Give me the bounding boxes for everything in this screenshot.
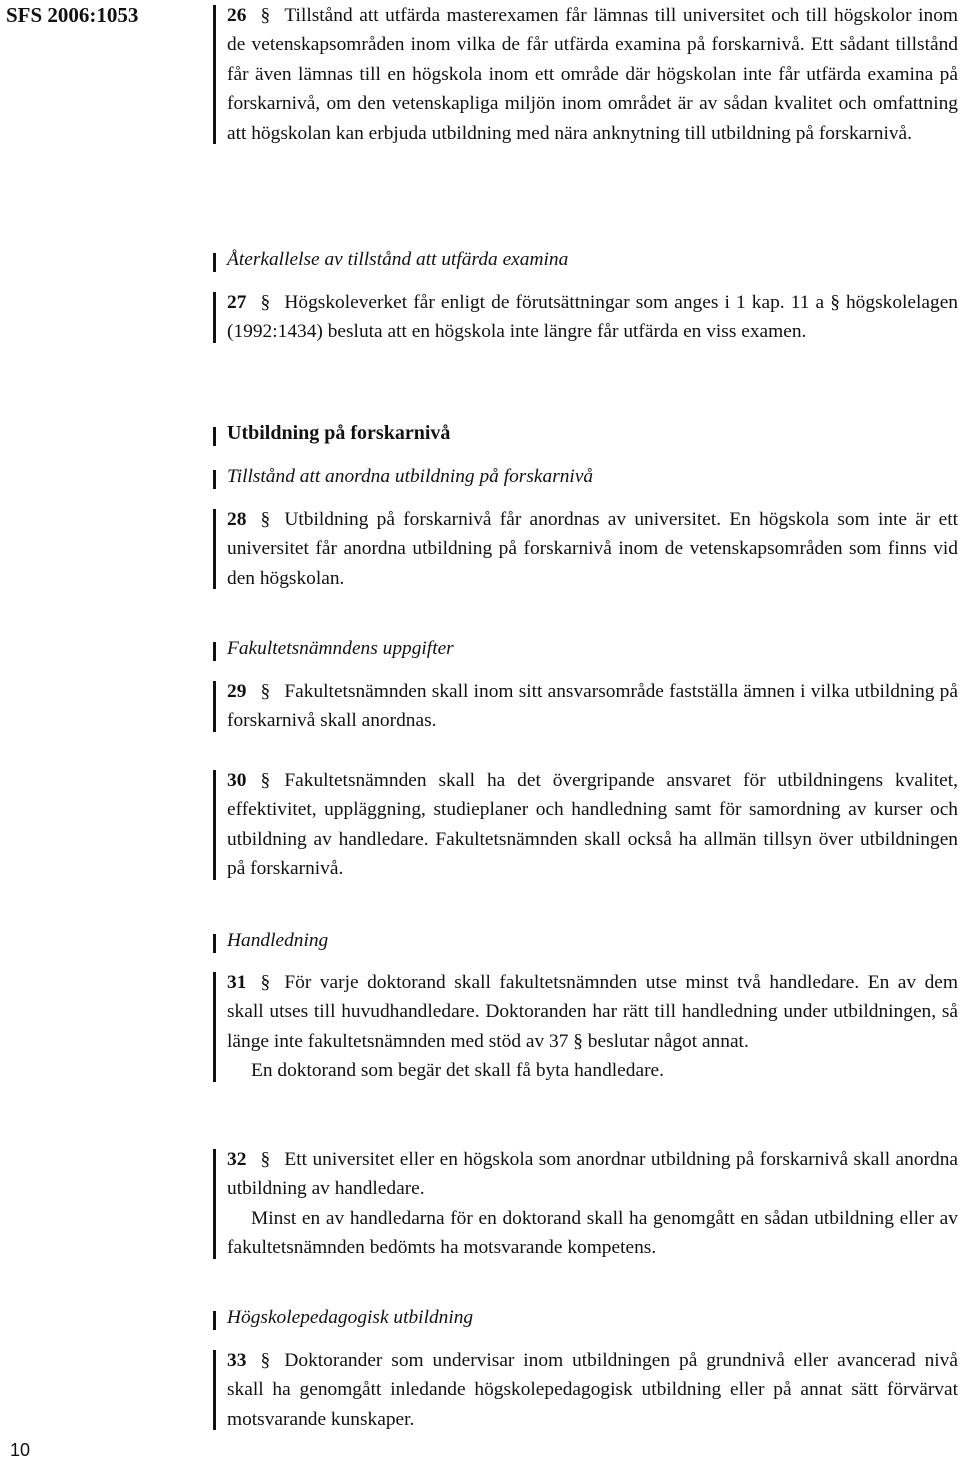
section-text: Utbildning på forskarnivå får anordnas av universitet. En högskola som inte är ett universitet får anordna utbildning på forskarnivå inom de vetenskapsområden som finns vid den högskolan. [227,509,958,589]
section-number: 28 [227,509,247,530]
heading-text: Utbildning på forskarnivå [227,422,451,444]
section-sign: § [260,1149,271,1170]
section-text: För varje doktorand skall fakultetsnämnden utse minst två handledare. En av dem skall utses till huvudhandledare. Doktoranden har rätt till handledning under utbildningen, så länge inte fakultetsnämnden med stöd av 37 § beslutar något annat. [227,972,958,1052]
section-sign: § [260,681,271,702]
subheading-hogskolepedagogisk [227,1303,958,1332]
paragraph-28 [227,505,958,593]
section-text: Fakultetsnämnden skall ha det övergripande ansvaret för utbildningens kvalitet, effektivitet, uppläggning, studieplaner och handledning samt för samordning av kurser och utbildning av handledare. Fakultetsnämnden skall också ha allmän tillsyn över utbildningen på forskarnivå. [227,770,958,880]
section-number: 30 [227,770,247,791]
section-sign: § [260,292,271,313]
section-text: Fakultetsnämnden skall inom sitt ansvarsområde fastställa ämnen i vilka utbildning på forskarnivå skall anordnas. [227,681,958,732]
section-number: 31 [227,972,247,993]
subheading-text: Fakultetsnämndens uppgifter [227,638,454,659]
subheading-text: Högskolepedagogisk utbildning [227,1307,474,1328]
paragraph-33 [227,1346,958,1434]
section-number: 27 [227,292,247,313]
subheading-text: Tillstånd att anordna utbildning på forskarnivå [227,466,594,487]
subheading-tillstand [227,462,958,491]
subheading-fakultet [227,634,958,663]
subheading-text: Handledning [227,930,329,951]
section-number: 33 [227,1350,247,1371]
section-sign: § [260,1350,271,1371]
heading-utbildning [227,419,958,448]
subheading-handledning [227,926,958,955]
paragraph-32 [227,1145,958,1263]
section-number: 29 [227,681,247,702]
section-text-continued: En doktorand som begär det skall få byta handledare. [251,1060,664,1082]
section-sign: § [260,5,271,26]
sfs-number: SFS 2006:1053 [6,3,139,27]
subheading-aterkallelse [227,245,958,274]
section-text: Doktorander som undervisar inom utbildningen på grundnivå eller avancerad nivå skall ha genomgått inledande högskolepedagogisk utbildning eller på annat sätt förvärvat motsvarande kunskaper. [227,1350,958,1430]
section-sign: § [260,972,271,993]
section-number: 26 [227,5,247,26]
subheading-text: Återkallelse av tillstånd att utfärda examina [227,249,569,270]
paragraph-30 [227,766,958,884]
section-sign: § [260,770,271,791]
paragraph-26 [227,1,958,148]
section-sign: § [260,509,271,530]
paragraph-31 [227,968,958,1086]
section-text-continued: Minst en av handledarna för en doktorand skall ha genomgått en sådan utbildning eller av fakultetsnämnden bedömts ha motsvarande kompetens. [227,1207,958,1259]
page-number: 10 [10,1440,31,1460]
paragraph-27 [227,288,958,347]
section-text: Tillstånd att utfärda masterexamen får lämnas till universitet och till högskolor inom de vetenskapsområden inom vilka de får utfärda examina på forskarnivå. Ett sådant tillstånd får även lämnas till en högskola inom ett område där högskolan inte får utfärda examina på forskarnivå, om den vetenskapliga miljön inom området är av sådan kvalitet och omfattning att högskolan kan erbjuda utbildning med nära anknytning till utbildning på forskarnivå. [227,5,958,144]
section-text: Ett universitet eller en högskola som anordnar utbildning på forskarnivå skall anordna utbildning av handledare. [227,1149,958,1200]
section-number: 32 [227,1149,247,1170]
paragraph-29 [227,677,958,736]
section-text: Högskoleverket får enligt de förutsättningar som anges i 1 kap. 11 a § högskolelagen (1992:1434) besluta att en högskola inte längre får utfärda en viss examen. [227,292,958,343]
